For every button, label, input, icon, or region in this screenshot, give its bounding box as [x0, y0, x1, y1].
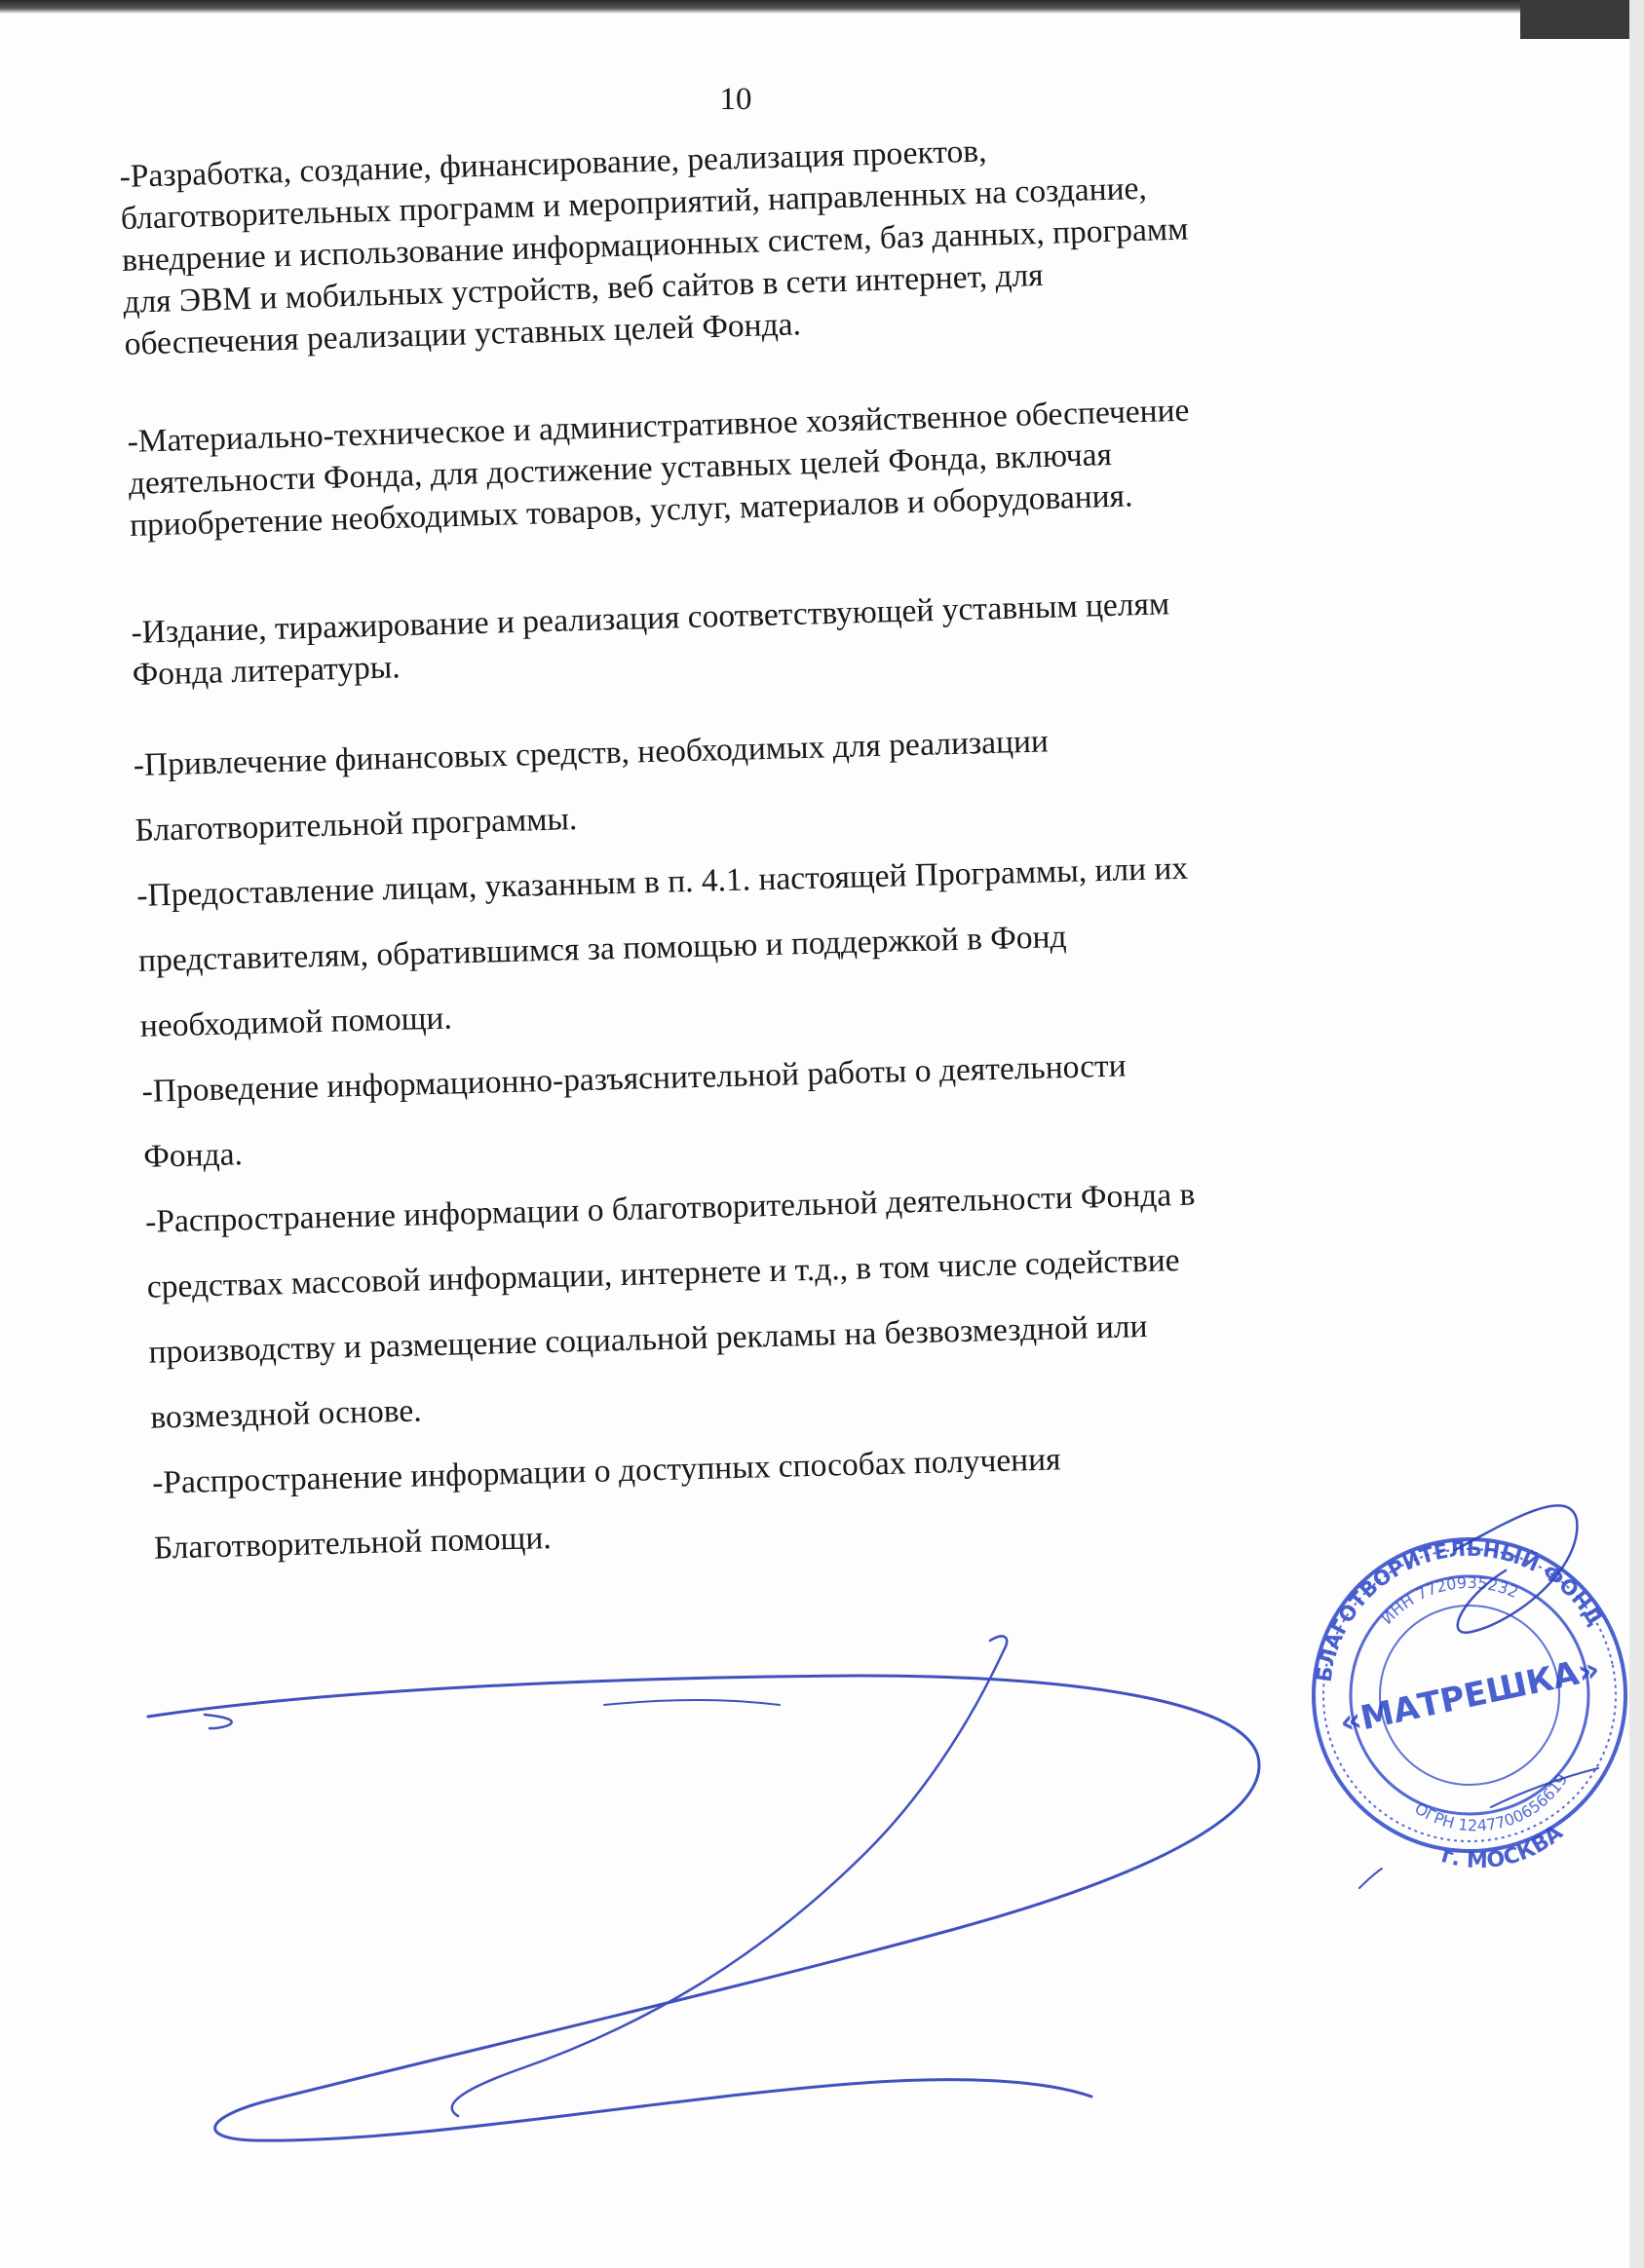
svg-text:ИНН 7720935232: ИНН 7720935232 — [1377, 1572, 1521, 1628]
svg-text:ОГРН 1247700656619: ОГРН 1247700656619 — [1411, 1770, 1572, 1835]
svg-text:«МАТРЕШКА»: «МАТРЕШКА» — [1336, 1649, 1604, 1743]
paragraph-material-support: -Материально-техническое и административное хозяйственное обеспечение деятельности Фонда, для достижение уставных целей Фонда, включая приобретение необходимых товаров, услуг, материалов и оборудования. — [127, 392, 1190, 544]
page-number: 10 — [719, 82, 752, 117]
svg-text:г. МОСКВА: г. МОСКВА — [1438, 1820, 1568, 1874]
company-seal — [1284, 1508, 1644, 1903]
list-item: -Распространение информации о благотворительной деятельности Фонда в средствах массовой информации, интернете и т.д., в том числе содействие производству и размещение социальной рекламы на безвозмездной или возмездной основе. — [144, 1176, 1196, 1436]
paragraph-development: -Разработка, создание, финансирование, реализация проектов, благотворительных программ и мероприятий, направленных на создание, внедрение и использование информационных систем, баз данных, программ для ЭВМ и мобильных устройств, веб сайтов в сети интернет, для обеспечения реализации уставных целей Фонда. — [119, 132, 1189, 362]
paragraph-publishing: -Издание, тиражирование и реализация соответствующей уставным целям Фонда литературы. — [131, 586, 1170, 693]
list-item: -Распространение информации о доступных способах получения Благотворительной помощи. — [151, 1441, 1061, 1567]
list-item: -Предоставление лицам, указанным в п. 4.1. настоящей Программы, или их представителям, обратившимся за помощью и поддержкой в Фонд необходимой помощи. — [135, 850, 1189, 1044]
svg-text:БЛАГОТВОРИТЕЛЬНЫЙ ФОНД: БЛАГОТВОРИТЕЛЬНЫЙ ФОНД — [1312, 1536, 1608, 1683]
list-item: -Привлечение финансовых средств, необходимых для реализации Благотворительной программы. — [133, 723, 1050, 849]
list-item: -Проведение информационно-разъяснительной работы о деятельности Фонда. — [141, 1047, 1128, 1175]
